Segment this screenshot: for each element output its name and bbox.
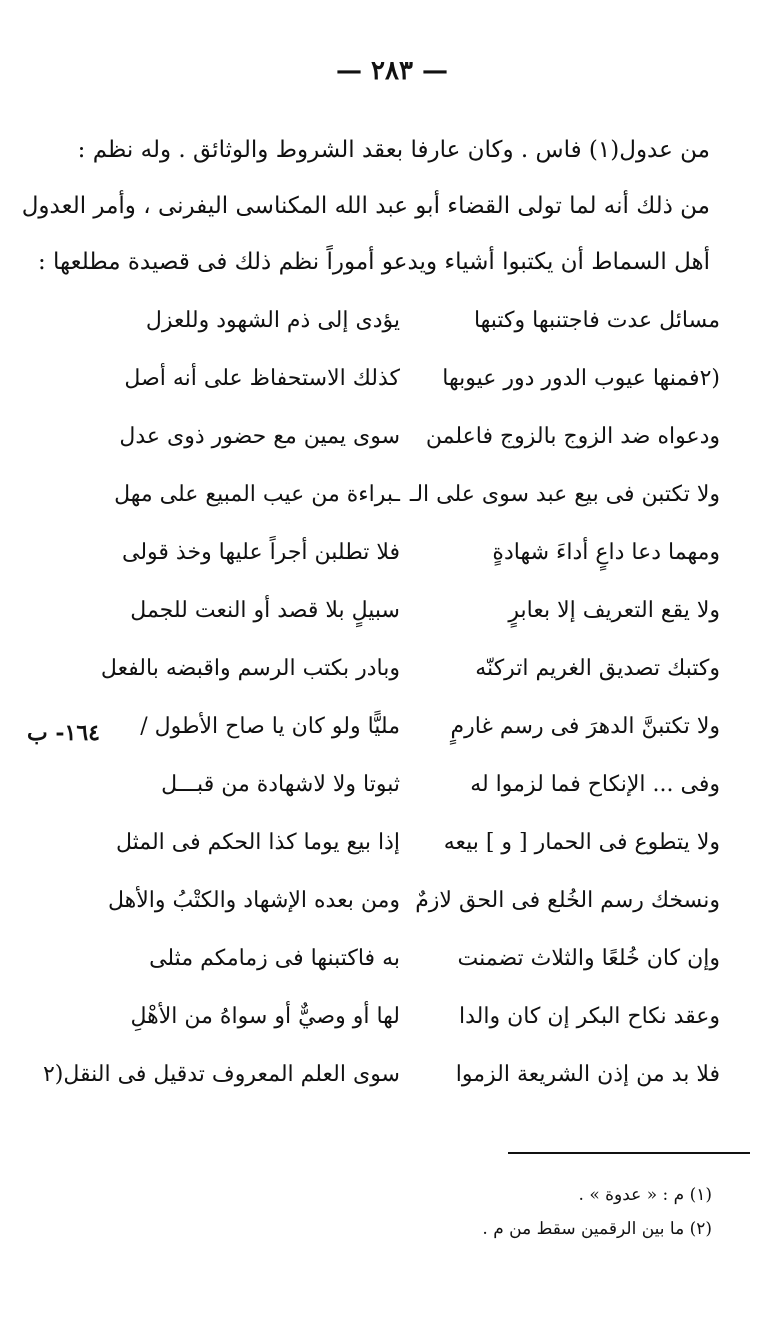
verse-second-hemistich: ثبوتا ولا لاشهادة من قبـــل [161, 772, 400, 797]
verse-second-hemistich: مليًّا ولو كان يا صاح الأطول / [140, 714, 400, 739]
verse-second-hemistich: فلا تطلبن أجراً عليها وخذ قولى [122, 540, 400, 565]
verse [100, 640, 720, 698]
verse-second-hemistich: يؤدى إلى ذم الشهود وللعزل [145, 308, 400, 333]
verse-second-hemistich: كذلك الاستحفاظ على أنه أصل [124, 366, 400, 391]
verse [100, 872, 720, 930]
footnote: (١) م : « عدوة » . [578, 1185, 712, 1205]
verse [100, 466, 720, 524]
verse-first-hemistich: ومهما دعا داعٍ أداءَ شهادةٍ [492, 540, 720, 565]
verse-first-hemistich: وفى ... الإنكاح فما لزموا له [470, 772, 720, 797]
verse-second-hemistich: إذا بيع يوما كذا الحكم فى المثل [115, 830, 400, 855]
verse [100, 350, 720, 408]
verse-second-hemistich: سوى العلم المعروف تدقيل فى النقل(٢ [42, 1062, 400, 1087]
verse-first-hemistich: ولا يتطوع فى الحمار [ و ] بيعه [443, 830, 720, 855]
verse-second-hemistich: سبيلٍ بلا قصد أو النعت للجمل [130, 598, 400, 623]
verse [42, 1046, 720, 1104]
verse-first-hemistich: ودعواه ضد الزوج بالزوج فاعلمن [425, 424, 720, 449]
manuscript-folio-note: ١٦٤- ب [27, 720, 100, 746]
verse-second-hemistich: سوى يمين مع حضور ذوى عدل [119, 424, 400, 449]
verse-first-hemistich: ولا يقع التعريف إلا بعابرٍ [508, 598, 720, 623]
verse-second-hemistich: ومن بعده الإشهاد والكتْبُ والأهل [107, 888, 400, 913]
verse [100, 524, 720, 582]
verse-first-hemistich: مسائل عدت فاجتنبها وكتبها [473, 308, 720, 333]
verse [100, 756, 720, 814]
prose-line: من عدول(١) فاس . وكان عارفا بعقد الشروط والوثائق . وله نظم : [77, 137, 710, 163]
footnote: (٢) ما بين الرقمين سقط من م . [482, 1219, 712, 1239]
verse-second-hemistich: به فاكتبنها فى زمامكم مثلى [149, 946, 400, 971]
footnote-divider [508, 1152, 750, 1154]
verse-first-hemistich: (٢فمنها عيوب الدور دور عيوبها [442, 366, 720, 391]
prose-line: من ذلك أنه لما تولى القضاء أبو عبد الله المكناسى اليفرنى ، وأمر العدول [21, 193, 710, 219]
verse [100, 408, 720, 466]
verse-first-hemistich: وعقد نكاح البكر إن كان والدا [458, 1004, 720, 1029]
verse [100, 292, 720, 350]
prose-paragraph [21, 122, 710, 290]
verse-first-hemistich: ولا تكتبنَّ الدهرَ فى رسم غارمٍ [450, 714, 720, 739]
verse-first-hemistich: وإن كان خُلعًا والثلاث تضمنت [457, 946, 720, 971]
verse-first-hemistich: فلا بد من إذن الشريعة الزموا [455, 1062, 720, 1087]
verse [100, 930, 720, 988]
footnotes [300, 1178, 712, 1246]
verse [100, 582, 720, 640]
verse-second-hemistich: لها أو وصيٌّ أو سواهُ من الأهْلِ [130, 1004, 400, 1029]
verse-first-hemistich: وكتبك تصديق الغريم اتركنّه [475, 656, 720, 681]
verse-first-hemistich: ولا تكتبن فى بيع عبد سوى على الـ [409, 482, 720, 507]
verse [100, 698, 720, 756]
verse-first-hemistich: ونسخك رسم الخُلع فى الحق لازمٌ [415, 888, 720, 913]
prose-line: أهل السماط أن يكتبوا أشياء ويدعو أموراً نظم ذلك فى قصيدة مطلعها : [37, 249, 710, 275]
page-number: — ٢٨٣ — [335, 56, 449, 86]
verse [100, 814, 720, 872]
verse [100, 988, 720, 1046]
verse-second-hemistich: وبادر بكتب الرسم واقبضه بالفعل [100, 656, 400, 681]
verse-second-hemistich: ـبراءة من عيب المبيع على مهل [114, 482, 400, 507]
